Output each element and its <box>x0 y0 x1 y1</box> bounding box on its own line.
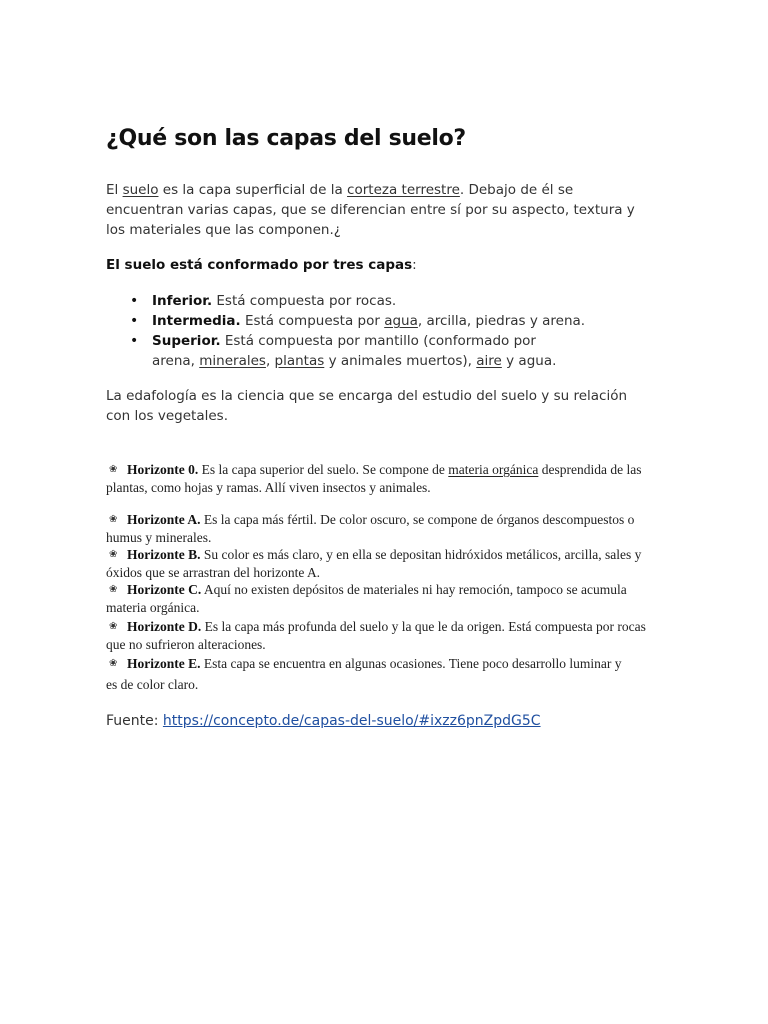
horizon-item <box>106 618 651 653</box>
link-minerales[interactable]: minerales <box>199 353 266 369</box>
horizon-name: Horizonte A. <box>127 512 201 527</box>
layer-text: Está compuesta por mantillo (conformado por arena, <box>152 333 536 369</box>
horizon-name: Horizonte 0. <box>127 462 199 477</box>
flower-icon: ❀ <box>109 658 118 669</box>
layer-name: Intermedia. <box>152 313 241 329</box>
horizon-text: Esta capa se encuentra en algunas ocasiones. Tiene poco desarrollo luminar y es de color claro. <box>106 656 622 692</box>
horizon-text: Aquí no existen depósitos de materiales ni hay remoción, tampoco se acumula materia orgánica. <box>106 582 627 615</box>
link-plantas[interactable]: plantas <box>274 353 325 369</box>
horizon-item <box>106 461 662 496</box>
intro-paragraph <box>106 180 651 240</box>
horizon-name: Horizonte B. <box>127 547 201 562</box>
intro-text: es la capa superficial de la <box>158 182 348 198</box>
page-title: ¿Qué son las capas del suelo? <box>106 126 466 151</box>
list-item <box>106 291 606 311</box>
flower-icon: ❀ <box>109 584 118 595</box>
layers-heading-colon: : <box>412 257 417 273</box>
link-agua[interactable]: agua <box>384 313 418 329</box>
flower-icon: ❀ <box>109 549 118 560</box>
horizon-text: Es la capa superior del suelo. Se compone de <box>198 462 449 477</box>
layer-text: Está compuesta por <box>240 313 385 329</box>
edafologia-paragraph: La edafología es la ciencia que se encarga del estudio del suelo y su relación con los vegetales. <box>106 388 628 424</box>
horizon-text: Su color es más claro, y en ella se depositan hidróxidos metálicos, arcilla, sales y óxidos que se arrastran del horizonte A. <box>106 547 642 580</box>
layers-heading <box>106 255 651 275</box>
flower-icon: ❀ <box>109 621 118 632</box>
horizon-name: Horizonte C. <box>127 582 202 597</box>
list-item <box>106 331 572 371</box>
horizon-item <box>106 653 626 695</box>
intro-text: . Debajo de él se encuentran varias capas, que se diferencian entre sí por su aspecto, textura y los materiales que las componen.¿ <box>106 182 635 238</box>
source-line <box>106 711 666 731</box>
layers-heading-bold: El suelo está conformado por tres capas <box>106 257 413 273</box>
horizon-item <box>106 511 662 546</box>
horizon-text: Es la capa más fértil. De color oscuro, se compone de órganos descompuestos o humus y minerales. <box>106 512 635 545</box>
source-label: Fuente: <box>106 713 163 729</box>
link-materia-organica[interactable]: materia orgánica <box>448 462 539 477</box>
layer-name: Inferior. <box>152 293 213 309</box>
layer-text: , arcilla, piedras y arena. <box>417 313 586 329</box>
link-corteza-terrestre[interactable]: corteza terrestre <box>347 182 460 198</box>
link-suelo[interactable]: suelo <box>122 182 159 198</box>
horizon-item <box>106 546 662 581</box>
layer-text: y agua. <box>501 353 557 369</box>
flower-icon: ❀ <box>109 514 118 525</box>
layers-list <box>106 291 606 371</box>
horizon-name: Horizonte E. <box>127 656 201 671</box>
flower-icon: ❀ <box>109 464 118 475</box>
list-item <box>106 311 606 331</box>
layer-text: Está compuesta por rocas. <box>212 293 397 309</box>
intro-text: El <box>106 182 123 198</box>
horizon-text: desprendida de las plantas, como hojas y ramas. Allí viven insectos y animales. <box>106 462 642 495</box>
layer-name: Superior. <box>152 333 221 349</box>
horizon-item <box>106 581 646 616</box>
horizon-name: Horizonte D. <box>127 619 202 634</box>
layer-text: , <box>265 353 275 369</box>
source-link[interactable]: https://concepto.de/capas-del-suelo/#ixzz6pnZpdG5C <box>162 713 541 729</box>
layer-text: y animales muertos), <box>324 353 477 369</box>
link-aire[interactable]: aire <box>476 353 502 369</box>
horizon-text: Es la capa más profunda del suelo y la que le da origen. Está compuesta por rocas que no sufrieron alteraciones. <box>106 619 646 652</box>
